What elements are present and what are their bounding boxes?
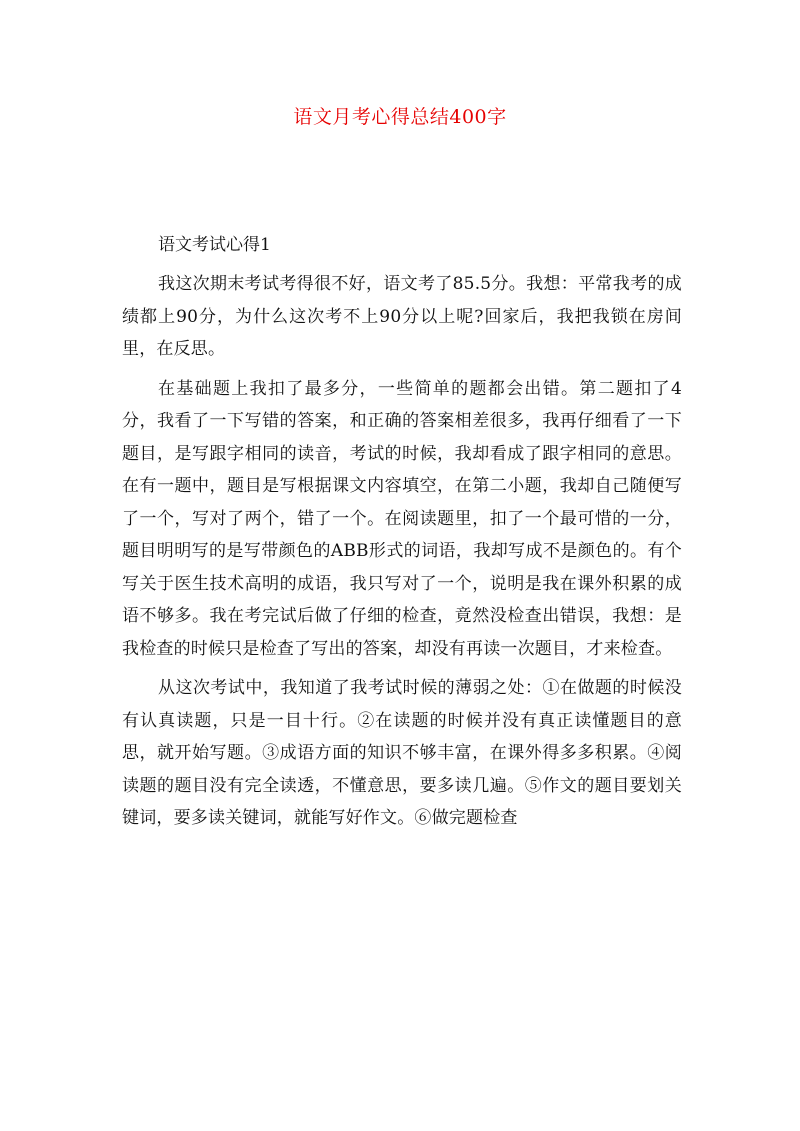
document-body (122, 229, 682, 842)
paragraph-2: 在基础题上我扣了最多分，一些简单的题都会出错。第二题扣了4分，我看了一下写错的答案，和正确的答案相差很多，我再仔细看了一下题目，是写跟字相同的读音，考试的时候，我却看成了跟字相同的意思。在有一题中，题目是写根据课文内容填空，在第二小题，我却自己随便写了一个，写对了两个，错了一个。在阅读题里，扣了一个最可惜的一分，题目明明写的是写带颜色的ABB形式的词语，我却写成不是颜色的。有个写关于医生技术高明的成语，我只写对了一个，说明是我在课外积累的成语不够多。我在考完试后做了仔细的检查，竟然没检查出错误，我想：是我检查的时候只是检查了写出的答案，却没有再读一次题目，才来检查。 (122, 378, 682, 659)
paragraph-1: 我这次期末考试考得很不好，语文考了85.5分。我想：平常我考的成绩都上90分，为什么这次考不上90分以上呢?回家后，我把我锁在房间里，在反思。 (122, 274, 682, 359)
document-title: 语文月考心得总结400字 (293, 106, 507, 128)
section-heading: 语文考试心得1 (158, 235, 271, 255)
paragraph-3: 从这次考试中，我知道了我考试时候的薄弱之处：①在做题的时候没有认真读题，只是一目十行。②在读题的时候并没有真正读懂题目的意思，就开始写题。③成语方面的知识不够丰富，在课外得多多积累。④阅读题的题目没有完全读透，不懂意思，要多读几遍。⑤作文的题目要划关键词，要多读关键词，就能写好作文。⑥做完题检查 (122, 678, 682, 828)
